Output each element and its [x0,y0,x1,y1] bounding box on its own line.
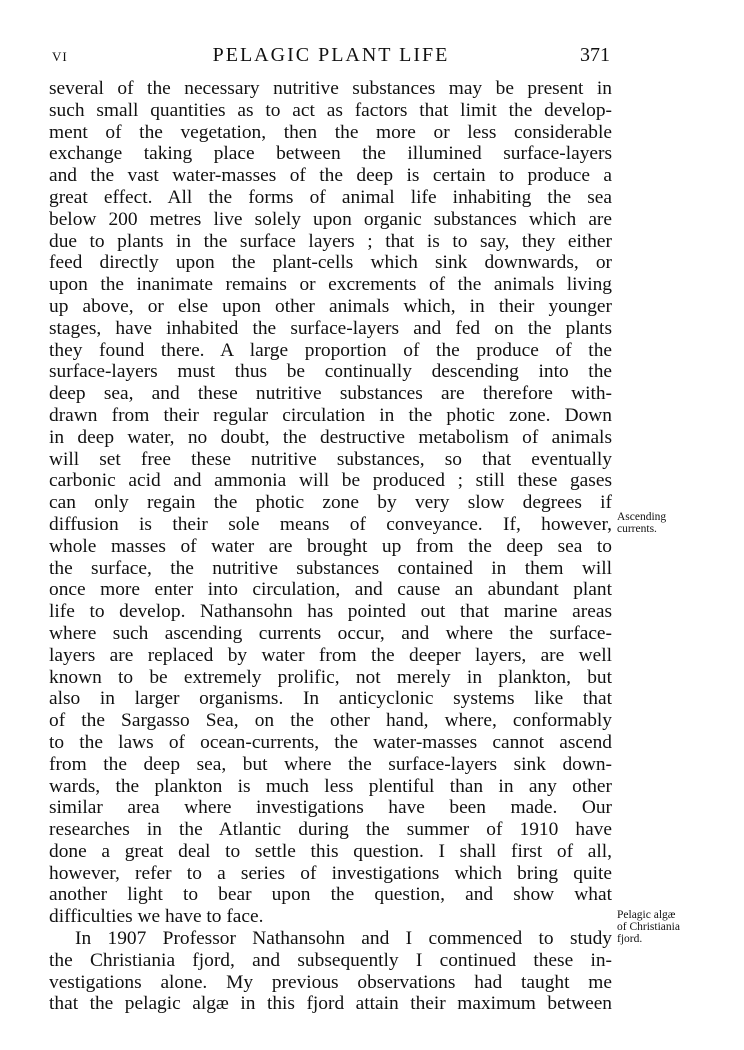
text-line: several of the necessary nutritive substances may be present in [49,78,612,99]
text-line: also in larger organisms. In anticyclonic systems like that [49,688,612,710]
text-line: and the vast water-masses of the deep is certain to produce a [49,165,612,187]
text-line: carbonic acid and ammonia will be produced ; still these gases [49,470,612,492]
body-text [49,78,612,1015]
paragraph-start-line: In 1907 Professor Nathansohn and I commenced to study [75,928,612,950]
text-line: another light to bear upon the question, and show what [49,884,612,906]
text-line: below 200 metres live solely upon organic substances which are [49,208,612,230]
text-line: stages, have inhabited the surface-layers and fed on the plants [49,317,612,339]
text-line: life to develop. Nathansohn has pointed out that marine areas [49,601,612,623]
text-line: up above, or else upon other animals which, in their younger [49,295,612,317]
text-line: great effect. All the forms of animal life inhabiting the sea [49,186,612,208]
text-line: deep sea, and these nutritive substances are therefore with- [49,383,612,405]
text-line: exchange taking place between the illumined surface-layers [49,143,612,165]
text-line: due to plants in the surface layers ; that is to say, they either [49,230,612,252]
text-line: the Christiania fjord, and subsequently I continued these in- [49,949,612,971]
text-line: researches in the Atlantic during the summer of 1910 have [49,819,612,841]
text-line: however, refer to a series of investigations which bring quite [49,862,612,884]
text-line: known to be extremely prolific, not merely in plankton, but [49,666,612,688]
text-line: surface-layers must thus be continually descending into the [49,361,612,383]
side-note-line: currents. [617,523,657,535]
text-line: drawn from their regular circulation in the photic zone. Down [49,404,612,426]
text-line: the surface, the nutritive substances contained in them will [49,557,612,579]
text-line: feed directly upon the plant-cells which sink downwards, or [49,252,612,274]
chapter-numeral: VI [52,49,68,64]
side-note-line: Pelagic algæ [617,909,676,921]
side-note-line: of Christiania [617,921,680,933]
side-note-pelagic-algae [617,909,680,945]
running-title: PELAGIC PLANT LIFE [212,44,450,66]
text-line: they found there. A large proportion of the produce of the [49,339,612,361]
text-line: of the Sargasso Sea, on the other hand, where, conformably [49,710,612,732]
text-line: where such ascending currents occur, and where the surface- [49,622,612,644]
paragraph-end-line: difficulties we have to face. [49,906,264,928]
text-line: similar area where investigations have been made. Our [49,797,612,819]
text-line: upon the inanimate remains or excrements of the animals living [49,274,612,296]
text-line: wards, the plankton is much less plentiful than in any other [49,775,612,797]
text-line: diffusion is their sole means of conveyance. If, however, [49,513,612,535]
side-note-ascending-currents [617,511,666,535]
side-note-line: Ascending [617,511,667,523]
text-line: done a great deal to settle this question. I shall first of all, [49,840,612,862]
running-head [52,40,610,70]
text-line: can only regain the photic zone by very slow degrees if [49,492,612,514]
text-line: that the pelagic algæ in this fjord attain their maximum between [49,993,612,1015]
page-number: 371 [580,44,610,66]
side-note-line: fjord. [617,933,643,945]
text-line: once more enter into circulation, and cause an abundant plant [49,579,612,601]
text-line: layers are replaced by water from the deeper layers, are well [49,644,612,666]
text-line: vestigations alone. My previous observations had taught me [49,971,612,993]
text-line: will set free these nutritive substances, so that eventually [49,448,612,470]
text-line: whole masses of water are brought up from the deep sea to [49,535,612,557]
text-line: in deep water, no doubt, the destructive metabolism of animals [49,426,612,448]
text-line: ment of the vegetation, then the more or less considerable [49,121,612,143]
text-line: to the laws of ocean-currents, the water-masses cannot ascend [49,731,612,753]
text-line: such small quantities as to act as factors that limit the develop- [49,99,612,121]
text-line: from the deep sea, but where the surface-layers sink down- [49,753,612,775]
